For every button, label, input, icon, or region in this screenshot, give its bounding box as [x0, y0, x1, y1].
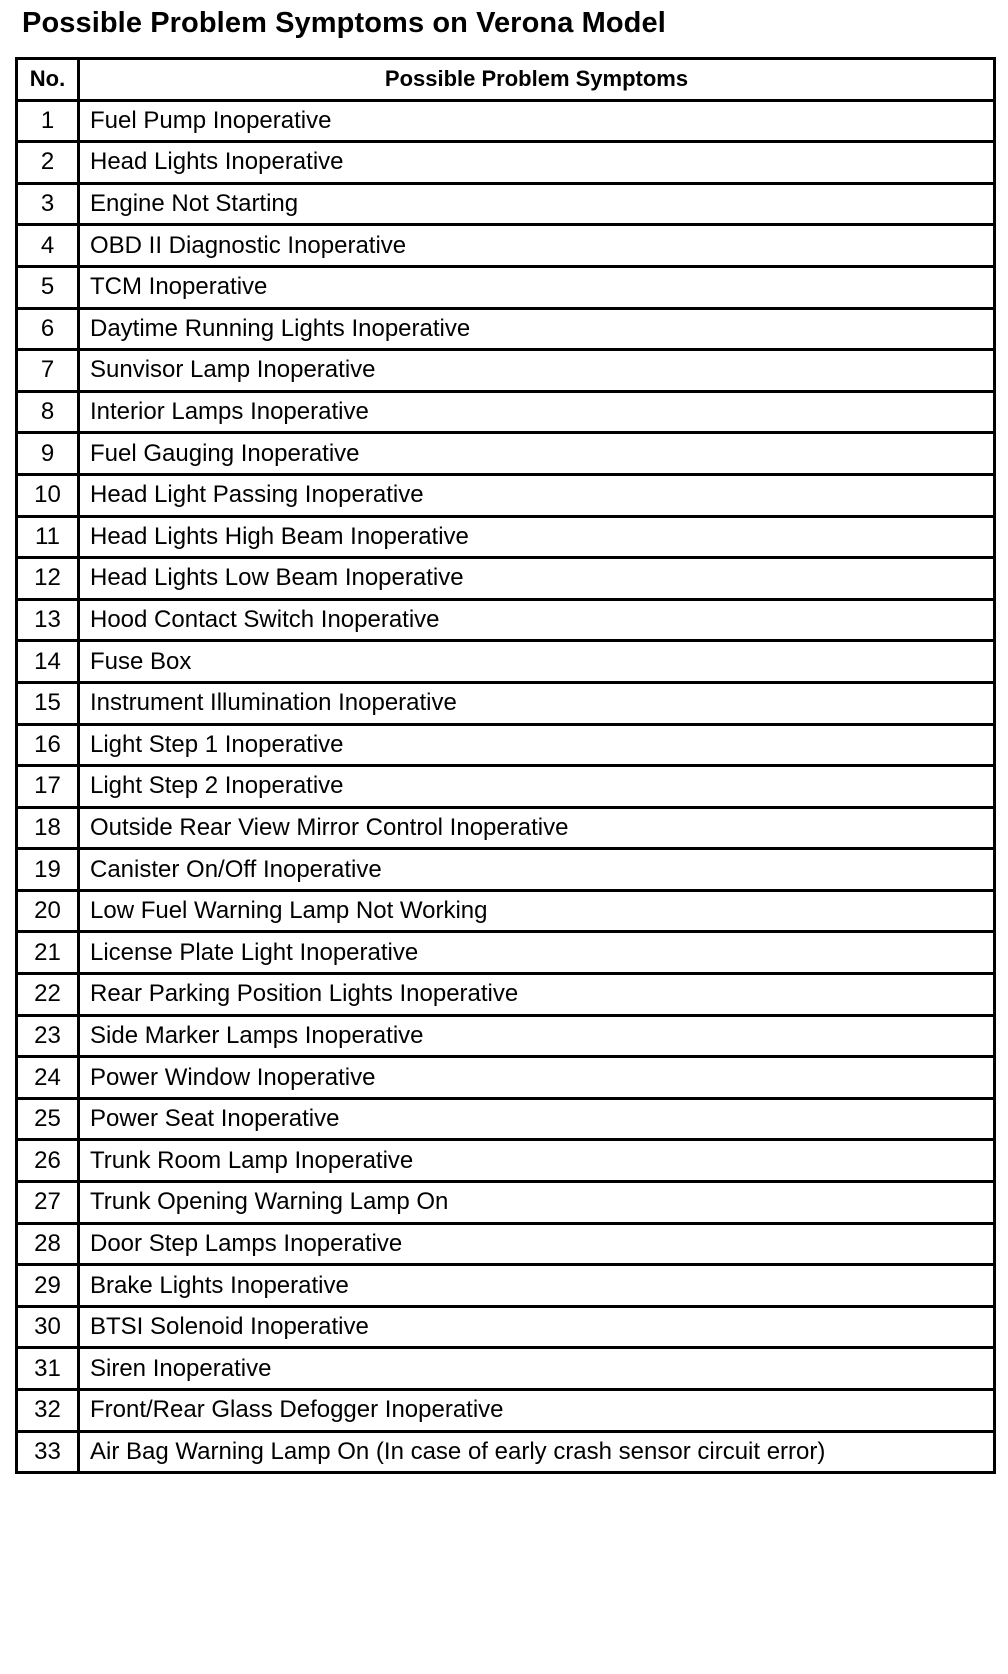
- row-number: 28: [17, 1223, 79, 1265]
- row-number: 32: [17, 1390, 79, 1432]
- table-row: [17, 558, 995, 600]
- symptom-description: Air Bag Warning Lamp On (In case of early crash sensor circuit error): [79, 1431, 995, 1473]
- symptom-description: Light Step 2 Inoperative: [79, 766, 995, 808]
- row-number: 20: [17, 890, 79, 932]
- symptom-description: Head Lights Low Beam Inoperative: [79, 558, 995, 600]
- row-number: 4: [17, 225, 79, 267]
- table-row: [17, 142, 995, 184]
- symptom-description: Low Fuel Warning Lamp Not Working: [79, 890, 995, 932]
- row-number: 22: [17, 974, 79, 1016]
- symptom-description: Outside Rear View Mirror Control Inoperative: [79, 807, 995, 849]
- symptom-table: [15, 57, 996, 1474]
- table-row: [17, 100, 995, 142]
- symptom-description: TCM Inoperative: [79, 266, 995, 308]
- table-row: [17, 890, 995, 932]
- row-number: 24: [17, 1057, 79, 1099]
- symptom-description: Fuel Gauging Inoperative: [79, 433, 995, 475]
- symptom-description: Rear Parking Position Lights Inoperative: [79, 974, 995, 1016]
- table-row: [17, 1140, 995, 1182]
- symptom-description: Head Lights Inoperative: [79, 142, 995, 184]
- table-row: [17, 1098, 995, 1140]
- symptom-description: Head Lights High Beam Inoperative: [79, 516, 995, 558]
- symptom-description: Head Light Passing Inoperative: [79, 474, 995, 516]
- row-number: 10: [17, 474, 79, 516]
- row-number: 23: [17, 1015, 79, 1057]
- symptom-description: Fuse Box: [79, 641, 995, 683]
- row-number: 9: [17, 433, 79, 475]
- row-number: 11: [17, 516, 79, 558]
- row-number: 30: [17, 1306, 79, 1348]
- symptom-description: Brake Lights Inoperative: [79, 1265, 995, 1307]
- symptom-description: BTSI Solenoid Inoperative: [79, 1306, 995, 1348]
- table-header-row: [17, 59, 995, 101]
- table-row: [17, 1390, 995, 1432]
- table-row: [17, 1057, 995, 1099]
- symptom-description: Power Seat Inoperative: [79, 1098, 995, 1140]
- table-row: [17, 1015, 995, 1057]
- table-row: [17, 474, 995, 516]
- symptom-description: Siren Inoperative: [79, 1348, 995, 1390]
- row-number: 33: [17, 1431, 79, 1473]
- row-number: 18: [17, 807, 79, 849]
- table-row: [17, 682, 995, 724]
- table-row: [17, 1182, 995, 1224]
- table-row: [17, 932, 995, 974]
- page-title: Possible Problem Symptoms on Verona Model: [22, 7, 666, 39]
- table-body: [17, 100, 995, 1473]
- table-row: [17, 1223, 995, 1265]
- table-row: [17, 308, 995, 350]
- row-number: 8: [17, 391, 79, 433]
- table-row: [17, 1348, 995, 1390]
- table-row: [17, 849, 995, 891]
- table-row: [17, 225, 995, 267]
- table-row: [17, 266, 995, 308]
- symptom-description: Hood Contact Switch Inoperative: [79, 599, 995, 641]
- table-row: [17, 183, 995, 225]
- table-row: [17, 807, 995, 849]
- row-number: 13: [17, 599, 79, 641]
- row-number: 14: [17, 641, 79, 683]
- symptom-description: Daytime Running Lights Inoperative: [79, 308, 995, 350]
- row-number: 12: [17, 558, 79, 600]
- symptom-description: Light Step 1 Inoperative: [79, 724, 995, 766]
- row-number: 6: [17, 308, 79, 350]
- row-number: 19: [17, 849, 79, 891]
- row-number: 1: [17, 100, 79, 142]
- row-number: 7: [17, 350, 79, 392]
- table-row: [17, 641, 995, 683]
- symptom-description: Instrument Illumination Inoperative: [79, 682, 995, 724]
- row-number: 21: [17, 932, 79, 974]
- symptom-description: Power Window Inoperative: [79, 1057, 995, 1099]
- row-number: 27: [17, 1182, 79, 1224]
- symptom-description: Door Step Lamps Inoperative: [79, 1223, 995, 1265]
- table-row: [17, 599, 995, 641]
- symptom-description: Sunvisor Lamp Inoperative: [79, 350, 995, 392]
- symptom-description: Interior Lamps Inoperative: [79, 391, 995, 433]
- row-number: 3: [17, 183, 79, 225]
- symptom-description: Trunk Room Lamp Inoperative: [79, 1140, 995, 1182]
- table-row: [17, 350, 995, 392]
- row-number: 15: [17, 682, 79, 724]
- table-row: [17, 724, 995, 766]
- table-row: [17, 974, 995, 1016]
- symptom-description: Front/Rear Glass Defogger Inoperative: [79, 1390, 995, 1432]
- table-row: [17, 391, 995, 433]
- table-row: [17, 433, 995, 475]
- table-row: [17, 1431, 995, 1473]
- row-number: 16: [17, 724, 79, 766]
- table-row: [17, 766, 995, 808]
- symptom-description: Canister On/Off Inoperative: [79, 849, 995, 891]
- row-number: 26: [17, 1140, 79, 1182]
- row-number: 25: [17, 1098, 79, 1140]
- row-number: 31: [17, 1348, 79, 1390]
- symptom-description: OBD II Diagnostic Inoperative: [79, 225, 995, 267]
- symptom-description: License Plate Light Inoperative: [79, 932, 995, 974]
- symptom-description: Side Marker Lamps Inoperative: [79, 1015, 995, 1057]
- table-row: [17, 1306, 995, 1348]
- table-row: [17, 516, 995, 558]
- row-number: 17: [17, 766, 79, 808]
- row-number: 29: [17, 1265, 79, 1307]
- table-row: [17, 1265, 995, 1307]
- column-header-symptom: Possible Problem Symptoms: [79, 59, 995, 101]
- row-number: 2: [17, 142, 79, 184]
- symptom-description: Trunk Opening Warning Lamp On: [79, 1182, 995, 1224]
- symptom-description: Engine Not Starting: [79, 183, 995, 225]
- row-number: 5: [17, 266, 79, 308]
- symptom-description: Fuel Pump Inoperative: [79, 100, 995, 142]
- column-header-no: No.: [17, 59, 79, 101]
